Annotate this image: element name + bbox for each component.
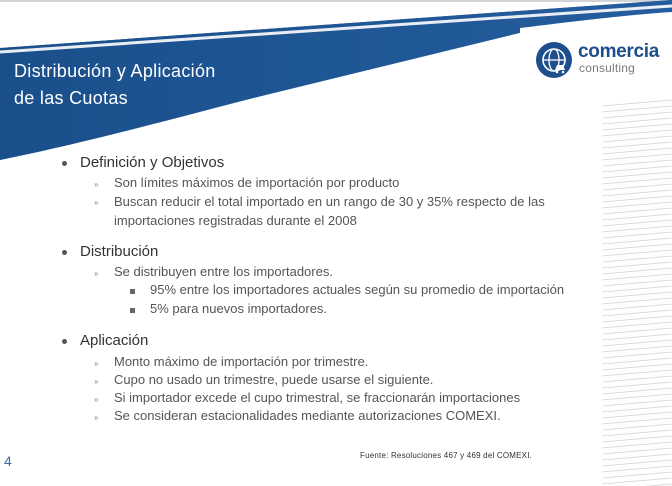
subitem-bullet [130, 308, 135, 313]
section-heading-aplicacion: Aplicación [80, 332, 149, 349]
list-item: Cupo no usado un trimestre, puede usarse el siguiente. [114, 372, 434, 387]
title-line-1: Distribución y Aplicación [14, 61, 216, 81]
list-subitem: 95% entre los importadores actuales según su promedio de importación [150, 282, 565, 297]
item-bullet: » [94, 269, 99, 278]
section-bullet [62, 161, 67, 166]
logo-name: comercia [578, 41, 660, 62]
list-item: Son límites máximos de importación por producto [114, 175, 400, 190]
item-bullet: » [94, 395, 99, 404]
list-item: Se consideran estacionalidades mediante autorizaciones COMEXI. [114, 408, 501, 423]
section-bullet [62, 250, 67, 255]
page-number: 4 [4, 453, 12, 469]
list-item: Si importador excede el cupo trimestral, se fraccionarán importaciones [114, 390, 521, 405]
section-heading-definicion: Definición y Objetivos [80, 154, 225, 171]
subitem-bullet [130, 289, 135, 294]
list-item: Se distribuyen entre los importadores. [114, 264, 333, 279]
item-bullet: » [94, 413, 99, 422]
list-item: Buscan reducir el total importado en un rango de 30 y 35% respecto de las importaciones registradas durante el 2008 [114, 194, 545, 228]
title-line-2: de las Cuotas [14, 88, 128, 108]
item-bullet: » [94, 359, 99, 368]
item-bullet: » [94, 180, 99, 189]
item-bullet: » [94, 377, 99, 386]
list-subitem: 5% para nuevos importadores. [150, 301, 328, 316]
section-bullet [62, 339, 67, 344]
list-item: Monto máximo de importación por trimestre. [114, 354, 369, 369]
item-bullet: » [94, 198, 99, 207]
section-heading-distribucion: Distribución [80, 243, 159, 260]
source-note: Fuente: Resoluciones 467 y 469 del COMEXI. [360, 451, 533, 460]
logo-tagline: consulting [579, 61, 636, 75]
